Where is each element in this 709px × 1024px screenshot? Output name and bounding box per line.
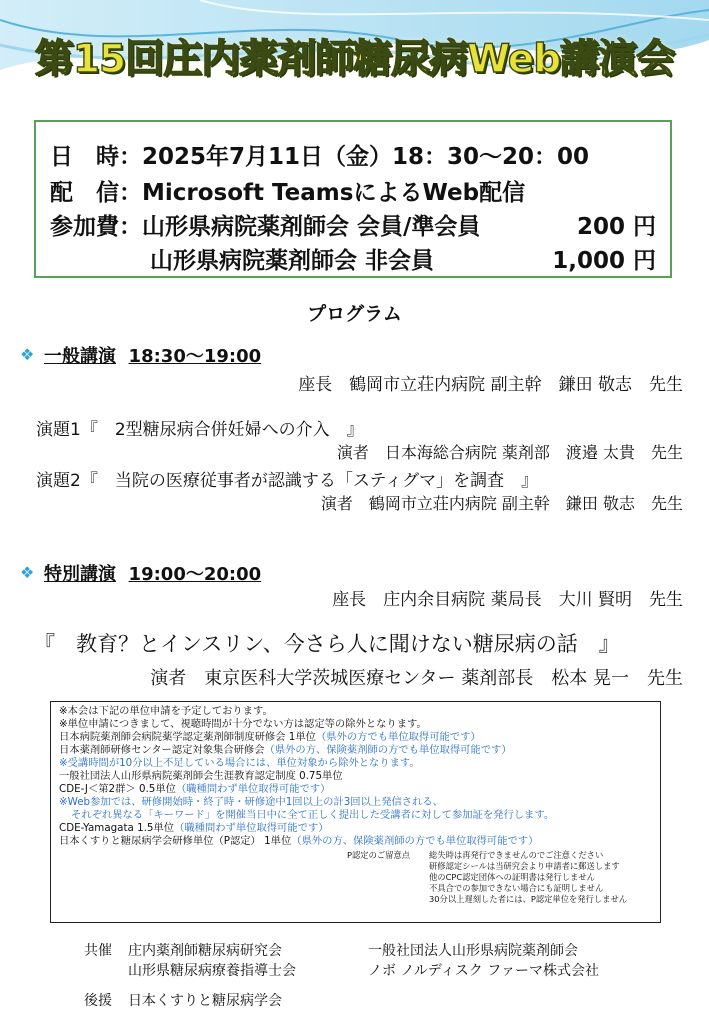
special-talk-title: 『 教育？とインスリン、今さら人に聞けない糖尿病の話 』 bbox=[34, 632, 620, 656]
special-lecture-title bbox=[44, 560, 261, 586]
fee-label: 参加費： bbox=[50, 214, 142, 240]
fee-nonmember: 山形県病院薬剤師会 非会員 bbox=[150, 248, 435, 274]
fee-member-price: 200 円 bbox=[576, 214, 656, 240]
diamond-bullet-icon: ❖ bbox=[20, 345, 35, 364]
note-line: 日本くすりと糖尿病学会研修単位（P認定） 1単位（県外の方、保険薬剤師の方でも単位取得可能です） bbox=[59, 835, 539, 847]
cohost-name: 山形県糖尿病療養指導士会 bbox=[128, 963, 296, 979]
note-line: ※単位申請につきまして、視聴時間が十分でない方は認定等の除外となります。 bbox=[59, 718, 427, 730]
credit-notes-box bbox=[50, 701, 661, 923]
cohost-name: 一般社団法人山形県病院薬剤師会 bbox=[368, 943, 578, 959]
talk1-title: 演題1『 2型糖尿病合併妊婦への介入 』 bbox=[36, 420, 364, 440]
note-line: それぞれ異なる「キーワード」を開催当日中に全て正しく提出した受講者に対して参加証を発行します。 bbox=[71, 809, 555, 821]
p-note-line: 総失時は再発行できませんのでご注意ください bbox=[429, 850, 604, 860]
program-heading: プログラム bbox=[307, 303, 402, 325]
p-note-heading: P認定のご留意点 bbox=[347, 850, 411, 860]
cohost-name: ノボ ノルディスク ファーマ株式会社 bbox=[368, 963, 599, 979]
general-lecture-time: 18:30～19:00 bbox=[128, 346, 262, 367]
special-chair: 座長 庄内余目病院 薬局長 大川 賢明 先生 bbox=[332, 590, 683, 610]
fee-nonmember-price: 1,000 円 bbox=[552, 248, 656, 274]
diamond-bullet-icon: ❖ bbox=[20, 563, 35, 582]
date-label: 日 時： bbox=[50, 144, 142, 170]
p-note-line: 研修認定シールは当研究会より申請者に郵送します bbox=[429, 861, 620, 871]
general-lecture-title bbox=[44, 342, 261, 368]
p-note-line: 不具合での参加できない場合にも証明しません bbox=[429, 883, 604, 893]
special-lecture-label: 特別講演 bbox=[44, 564, 116, 585]
stream-row bbox=[50, 174, 525, 207]
fee-row-member bbox=[50, 208, 480, 241]
support-name: 日本くすりと糖尿病学会 bbox=[128, 993, 282, 1009]
date-value: 2025年7月11日（金）18：30～20：00 bbox=[142, 144, 590, 170]
general-chair: 座長 鶴岡市立荘内病院 副主幹 鎌田 敬志 先生 bbox=[298, 375, 683, 395]
general-lecture-label: 一般講演 bbox=[44, 346, 116, 367]
special-lecture-time: 19:00～20:00 bbox=[128, 564, 262, 585]
stream-value: Microsoft TeamsによるWeb配信 bbox=[142, 180, 526, 206]
note-line: CDE-Yamagata 1.5単位（職種問わず単位取得可能です） bbox=[59, 822, 329, 834]
date-row bbox=[50, 138, 589, 171]
cohost-label: 共催 bbox=[84, 943, 112, 959]
talk2-speaker: 演者 鶴岡市立荘内病院 副主幹 鎌田 敬志 先生 bbox=[320, 494, 683, 513]
talk1-speaker: 演者 日本海総合病院 薬剤部 渡邉 太貴 先生 bbox=[336, 443, 683, 462]
note-line: CDE-J＜第2群＞ 0.5単位（職種問わず単位取得可能です） bbox=[59, 783, 331, 795]
event-info-box bbox=[34, 120, 672, 278]
p-note-line: 30分以上遅刻した者には、P認定単位を発行しません bbox=[429, 894, 628, 904]
support-label: 後援 bbox=[84, 993, 112, 1009]
cohost-name: 庄内薬剤師糖尿病研究会 bbox=[128, 943, 282, 959]
note-line: ※Web参加では、研修開始時・終了時・研修途中1回以上の計3回以上発信される、 bbox=[59, 796, 443, 808]
special-speaker: 演者 東京医科大学茨城医療センター 薬剤部長 松本 晃一 先生 bbox=[150, 668, 683, 689]
note-line: 日本薬剤師研修センター認定対象集合研修会（県外の方、保険薬剤師の方でも単位取得可能です） bbox=[59, 744, 512, 756]
p-note-line: 他のCPC認定団体への証明書は発行しません bbox=[429, 872, 595, 882]
fee-member: 山形県病院薬剤師会 会員/準会員 bbox=[142, 214, 481, 240]
note-line: ※受講時間が10分以上不足している場合には、単位対象から除外となります。 bbox=[59, 757, 420, 769]
stream-label: 配 信： bbox=[50, 180, 142, 206]
note-line: 一般社団法人山形県病院薬剤師会生涯教育認定制度 0.75単位 bbox=[59, 770, 343, 782]
page-title: 第15回庄内薬剤師糖尿病Web講演会 bbox=[34, 37, 675, 82]
note-line: 日本病院薬剤師会病院薬学認定薬剤師制度研修会 1単位（県外の方でも単位取得可能です） bbox=[59, 731, 481, 743]
talk2-title: 演題2『 当院の医療従事者が認識する「スティグマ」を調査 』 bbox=[36, 471, 539, 491]
note-line: ※本会は下記の単位申請を予定しております。 bbox=[59, 705, 273, 717]
